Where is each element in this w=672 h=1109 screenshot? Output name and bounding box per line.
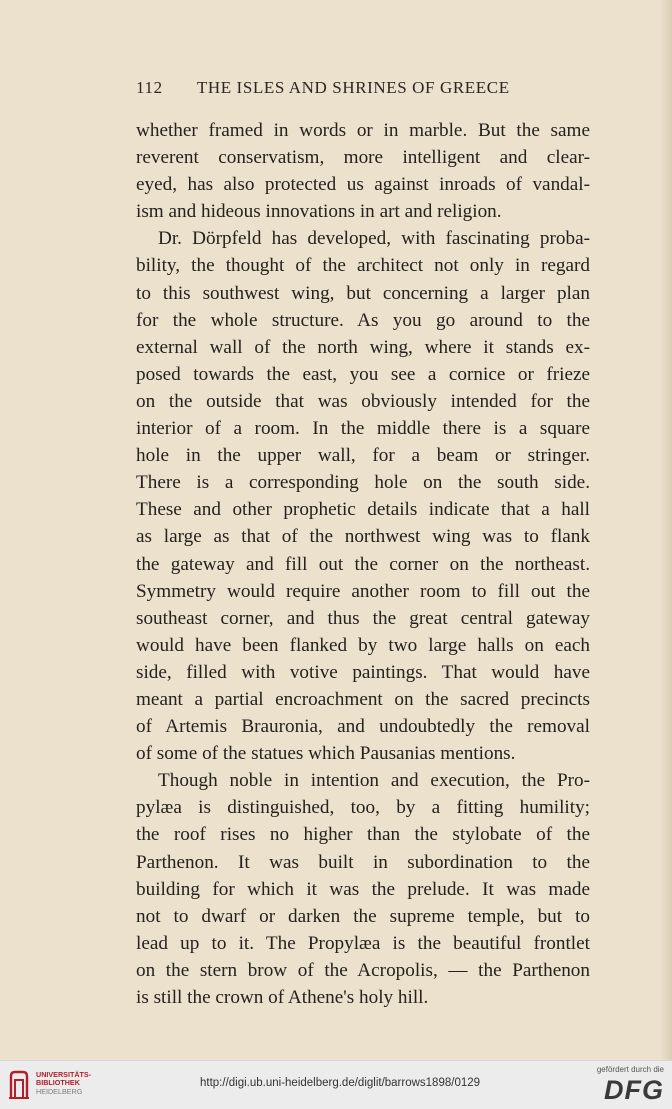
running-title: THE ISLES AND SHRINES OF GREECE xyxy=(196,78,510,97)
text-line: Though noble in intention and execution, the Pro- xyxy=(158,770,590,792)
text-line: Dr. Dörpfeld has developed, with fascinating proba- xyxy=(158,228,590,250)
text-line: would have been flanked by two large halls on each xyxy=(136,634,590,656)
text-line: There is a corresponding hole on the south side. xyxy=(136,472,590,494)
text-line: on the outside that was obviously intended for the xyxy=(136,390,590,412)
text-line: side, filled with votive paintings. That would have xyxy=(136,661,590,683)
text-line: posed towards the east, you see a cornice or frieze xyxy=(136,363,590,385)
text-line: on the stern brow of the Acropolis, — the Parthenon xyxy=(136,959,590,981)
library-name-line2: BIBLIOTHEK xyxy=(36,1078,80,1088)
text-line: interior of a room. In the middle there is a square xyxy=(136,418,590,440)
running-head xyxy=(136,78,590,98)
text-line: meant a partial encroachment on the sacred precincts xyxy=(136,688,590,710)
text-line: external wall of the north wing, where it stands ex- xyxy=(136,336,590,358)
text-line: Symmetry would require another room to fill out the xyxy=(136,580,590,602)
page-edge-shadow xyxy=(660,0,672,1060)
sponsor-caption: gefördert durch die xyxy=(596,1065,664,1074)
text-line: to this southwest wing, but concerning a larger plan xyxy=(136,282,590,304)
text-line: ism and hideous innovations in art and religion. xyxy=(136,201,502,223)
text-line: pylæa is distinguished, too, by a fitting humility; xyxy=(136,797,590,819)
text-line: whether framed in words or in marble. But the same xyxy=(136,120,590,141)
text-line: These and other prophetic details indicate that a hall xyxy=(136,499,590,521)
text-line: eyed, has also protected us against inroads of vandal- xyxy=(136,174,590,196)
viewer-footer xyxy=(0,1060,672,1109)
text-line: of some of the statues which Pausanias mentions. xyxy=(136,743,516,765)
text-line: southeast corner, and thus the great central gateway xyxy=(136,607,590,629)
text-line: hole in the upper wall, for a beam or stringer. xyxy=(136,445,590,467)
permalink-url[interactable]: http://digi.ub.uni-heidelberg.de/diglit/barrows1898/0129 xyxy=(200,1077,481,1089)
library-name xyxy=(36,1071,91,1096)
body-text xyxy=(136,117,590,1011)
text-line: lead up to it. The Propylæa is the beautiful frontlet xyxy=(136,932,590,954)
dfg-logo: DFG xyxy=(604,1075,664,1105)
text-line: Parthenon. It was built in subordination to the xyxy=(136,851,590,873)
page-number: 112 xyxy=(136,78,163,97)
library-name-line3: HEIDELBERG xyxy=(36,1086,83,1096)
text-line: is still the crown of Athene's holy hill. xyxy=(136,987,429,1008)
text-line: for the whole structure. As you go around to the xyxy=(136,309,590,331)
text-line: not to dwarf or darken the supreme temple, but to xyxy=(136,905,590,927)
text-line: bility, the thought of the architect not only in regard xyxy=(136,255,590,277)
heidelberg-library-icon xyxy=(8,1070,30,1100)
text-line: building for which it was the prelude. It was made xyxy=(136,878,590,900)
library-name-line1: UNIVERSITÄTS- xyxy=(36,1070,92,1079)
text-line: as large as that of the northwest wing was to flank xyxy=(136,526,590,548)
text-line: the roof rises no higher than the stylobate of the xyxy=(136,824,590,846)
text-line: the gateway and fill out the corner on the northeast. xyxy=(136,553,590,575)
text-line: of Artemis Brauronia, and undoubtedly the removal xyxy=(136,716,590,738)
text-line: reverent conservatism, more intelligent and clear- xyxy=(136,147,590,169)
